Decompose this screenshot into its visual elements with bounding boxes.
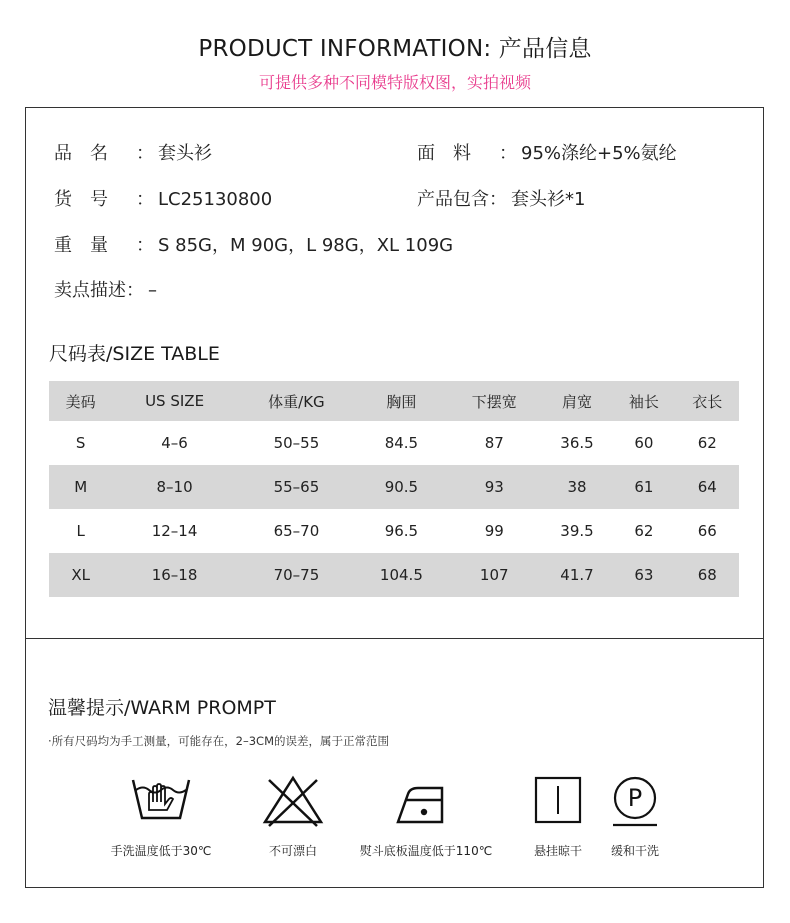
- table-cell: 84.5: [384, 434, 419, 452]
- info-fabric-value: 95%涤纶+5%氨纶: [521, 143, 677, 164]
- info-name-value: 套头衫: [158, 143, 212, 164]
- table-cell: 65–70: [273, 522, 320, 540]
- table-cell: S: [75, 434, 86, 452]
- table-cell: 38: [542, 465, 613, 509]
- table-cell: 66: [697, 522, 717, 540]
- info-contents-label: 产品包含: [417, 189, 489, 210]
- table-cell: 62: [697, 434, 717, 452]
- info-colon: ：: [136, 143, 154, 164]
- info-selling-value: –: [148, 280, 157, 301]
- table-cell: 104.5: [356, 553, 447, 597]
- iron-icon: [394, 774, 458, 828]
- info-fabric-label: 面 料: [417, 143, 471, 164]
- care-label: 不可漂白: [268, 844, 317, 858]
- size-table-header: 下摆宽: [447, 381, 542, 421]
- table-cell: M: [49, 465, 112, 509]
- size-table-header: 袖长: [612, 381, 675, 421]
- size-table-header: US SIZE: [112, 381, 236, 421]
- table-cell: 12–14: [151, 522, 198, 540]
- care-label: 手洗温度低于30℃: [110, 844, 212, 858]
- page-subtitle: 可提供多种不同模特版权图，实拍视频: [258, 73, 531, 92]
- info-colon: ：: [136, 235, 154, 256]
- table-cell: 93: [447, 465, 542, 509]
- size-table-header-row: [49, 381, 739, 421]
- table-cell: 70–75: [237, 553, 356, 597]
- care-item-no-bleach: [223, 774, 363, 859]
- care-item-iron: [356, 774, 496, 859]
- care-label: 悬挂晾干: [533, 844, 582, 858]
- table-cell: 36.5: [560, 434, 594, 452]
- info-colon: ：: [126, 280, 144, 301]
- size-table-header: 肩宽: [542, 381, 613, 421]
- page-title: PRODUCT INFORMATION: 产品信息: [198, 36, 592, 62]
- care-item-hand-wash: [91, 774, 231, 859]
- table-cell: 68: [676, 553, 739, 597]
- svg-text:P: P: [627, 784, 643, 812]
- info-weight-value: S 85G，M 90G，L 98G，XL 109G: [158, 235, 454, 256]
- table-row: [49, 553, 739, 597]
- table-cell: 8–10: [112, 465, 236, 509]
- table-row: [49, 509, 739, 553]
- warm-prompt-title: 温馨提示/WARM PROMPT: [48, 697, 276, 719]
- table-row: [49, 465, 739, 509]
- product-info-panel: [25, 107, 764, 639]
- table-cell: 4–6: [161, 434, 188, 452]
- info-colon: ：: [136, 189, 154, 210]
- table-cell: XL: [49, 553, 112, 597]
- info-name-row: [54, 139, 212, 165]
- size-table-header: 美码: [49, 381, 112, 421]
- table-cell: 50–55: [273, 434, 320, 452]
- size-table-header: 体重/KG: [237, 381, 356, 421]
- info-selling-label: 卖点描述: [54, 280, 126, 301]
- table-cell: 96.5: [384, 522, 419, 540]
- care-label: 缓和干洗: [610, 844, 659, 858]
- info-selling-row: [54, 276, 157, 302]
- info-weight-row: [54, 231, 453, 257]
- info-sku-label: 货 号: [54, 189, 108, 210]
- size-table-header: 胸围: [356, 381, 447, 421]
- table-cell: 99: [484, 522, 504, 540]
- info-fabric-row: [417, 139, 677, 165]
- size-table-title: 尺码表/SIZE TABLE: [49, 343, 220, 365]
- size-table-header: 衣长: [676, 381, 739, 421]
- table-cell: 55–65: [237, 465, 356, 509]
- care-label: 熨斗底板温度低于110℃: [359, 844, 493, 858]
- table-cell: 87: [484, 434, 504, 452]
- warm-prompt-note: ·所有尺码均为手工测量，可能存在，2–3CM的误差，属于正常范围: [48, 734, 389, 748]
- info-contents-row: [417, 185, 585, 211]
- info-colon: ：: [499, 143, 517, 164]
- info-weight-label: 重 量: [54, 235, 108, 256]
- info-contents-value: 套头衫*1: [511, 189, 586, 210]
- table-cell: 62: [634, 522, 654, 540]
- warm-prompt-panel: [25, 638, 764, 888]
- table-cell: 60: [634, 434, 654, 452]
- size-table: [49, 381, 739, 597]
- table-row: [49, 421, 739, 465]
- no-bleach-icon: [261, 774, 325, 828]
- table-cell: 41.7: [542, 553, 613, 597]
- info-sku-row: [54, 185, 272, 211]
- table-cell: 90.5: [356, 465, 447, 509]
- dry-clean-p-icon: [603, 774, 667, 828]
- info-sku-value: LC25130800: [158, 189, 273, 210]
- table-cell: 39.5: [560, 522, 594, 540]
- table-cell: 64: [676, 465, 739, 509]
- table-cell: 16–18: [112, 553, 236, 597]
- hand-wash-icon: [129, 774, 193, 828]
- table-cell: 107: [447, 553, 542, 597]
- info-colon: ：: [489, 189, 507, 210]
- table-cell: L: [76, 522, 85, 540]
- table-cell: 63: [612, 553, 675, 597]
- info-name-label: 品 名: [54, 143, 108, 164]
- table-cell: 61: [612, 465, 675, 509]
- care-item-dry-clean: [565, 774, 705, 859]
